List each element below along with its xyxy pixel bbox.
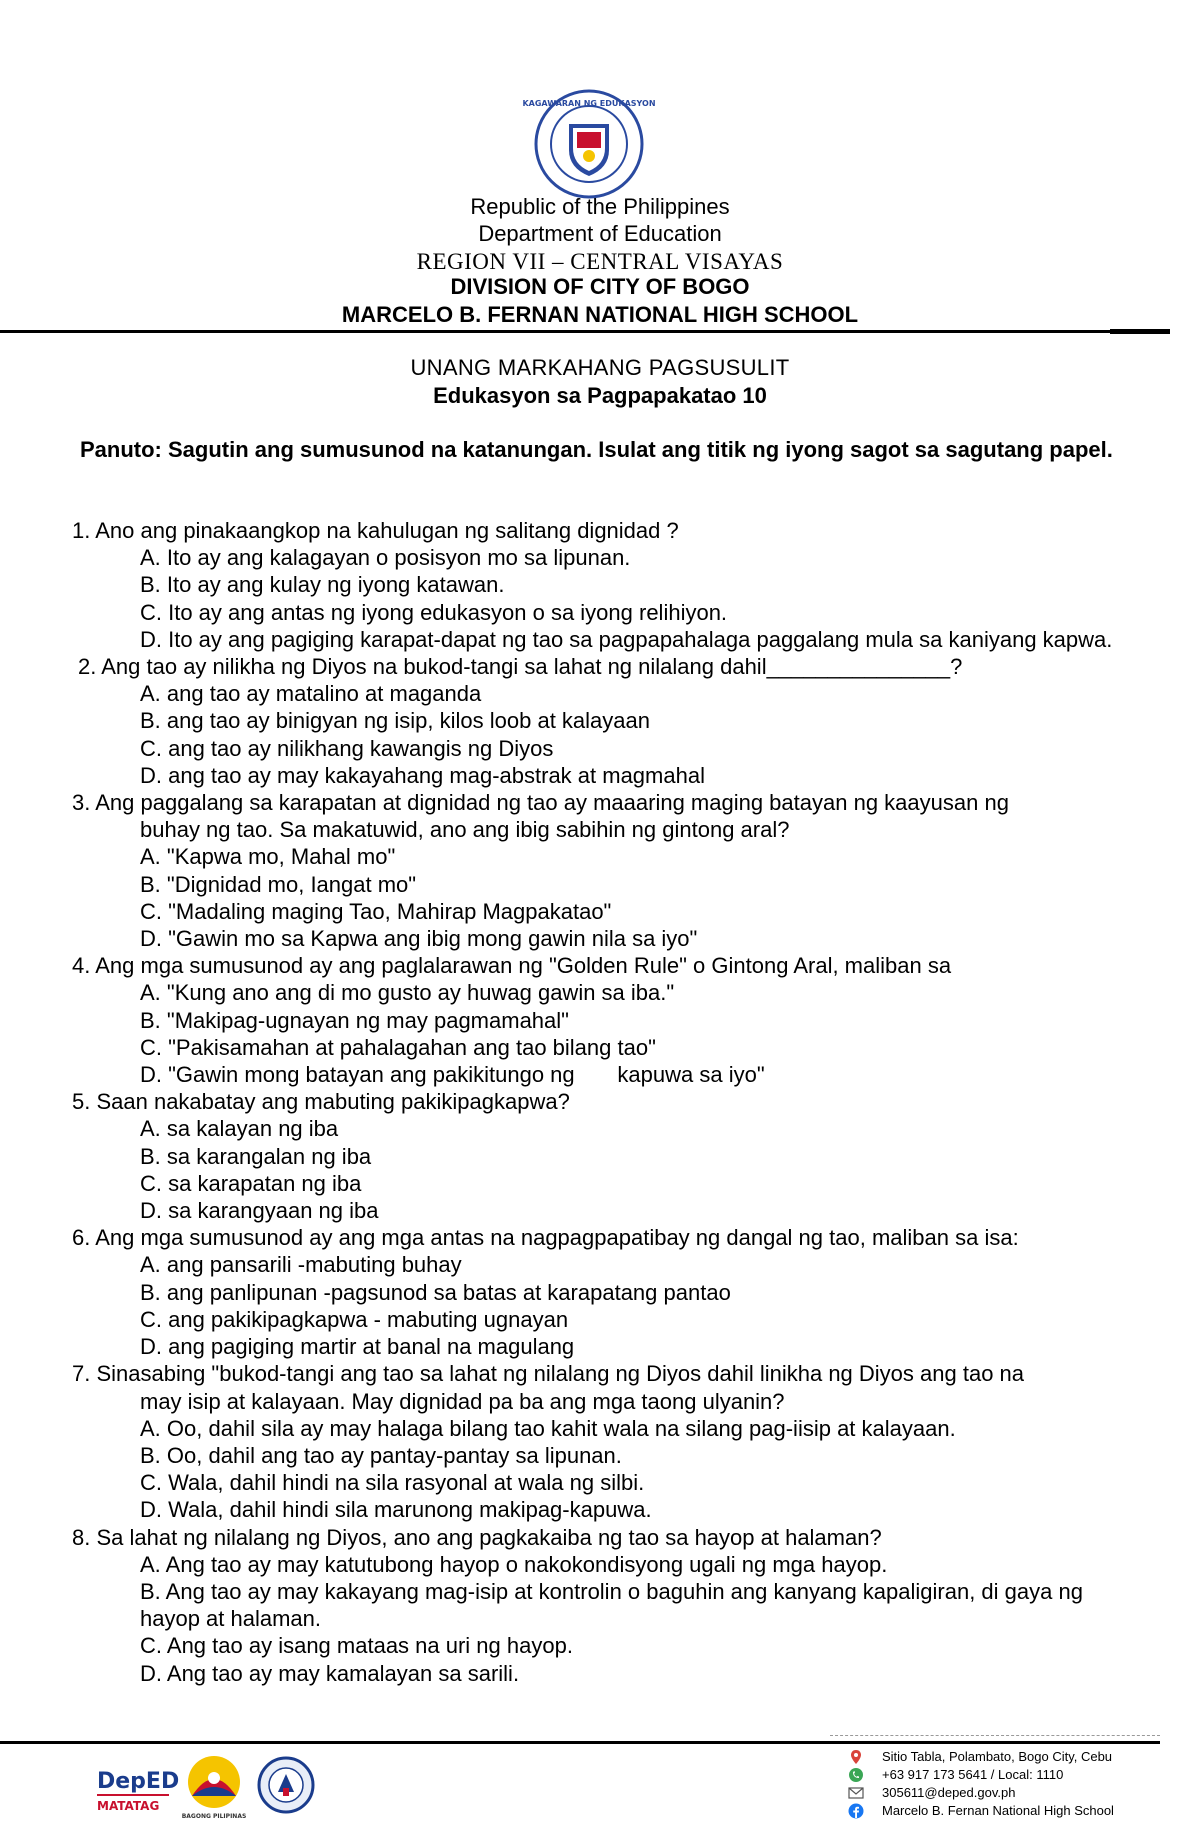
footer-divider: [0, 1741, 1160, 1744]
question-stem: 2. Ang tao ay nilikha ng Diyos na bukod-tangi sa lahat ng nilalang dahil_______________?: [78, 654, 963, 680]
option-d: D. sa karangyaan ng iba: [140, 1198, 379, 1224]
option-d: D. "Gawin mong batayan ang pakikitungo ng kapuwa sa iyo": [140, 1062, 765, 1088]
option-d: D. ang pagiging martir at banal na magulang: [140, 1334, 575, 1360]
footer-contact: [848, 1748, 1168, 1820]
header-region: REGION VII – CENTRAL VISAYAS: [416, 249, 784, 274]
option-a: A. ang pansarili -mabuting buhay: [140, 1252, 462, 1278]
option-b: B. "Dignidad mo, Iangat mo": [140, 871, 417, 897]
contact-address-text: Sitio Tabla, Polambato, Bogo City, Cebu: [882, 1749, 1113, 1764]
question-5: [72, 1088, 1132, 1224]
question-stem: [72, 1360, 1132, 1414]
header-divider: [0, 330, 1170, 333]
question-list: [72, 517, 1132, 1687]
question-stem: [72, 789, 1132, 843]
deped-seal-icon: [522, 88, 656, 200]
header-division: DIVISION OF CITY OF BOGO: [450, 274, 750, 299]
question-8: [72, 1524, 1132, 1687]
option-c: C. "Pakisamahan at pahalagahan ang tao bilang tao": [140, 1034, 656, 1060]
question-stem: 4. Ang mga sumusunod ay ang paglalarawan ng "Golden Rule" o Gintong Aral, maliban sa: [72, 953, 952, 979]
question-stem: 6. Ang mga sumusunod ay ang mga antas na nagpagpapatibay ng dangal ng tao, maliban sa isa:: [72, 1225, 1019, 1251]
option-d: D. ang tao ay may kakayahang mag-abstrak at magmahal: [140, 762, 705, 788]
contact-facebook: [848, 1802, 1168, 1820]
phone-icon: [848, 1767, 864, 1783]
exam-subject: Edukasyon sa Pagpapakatao 10: [433, 383, 767, 408]
bagong-pilipinas-text: BAGONG PILIPINAS: [181, 1813, 247, 1820]
option-c: C. Wala, dahil hindi na sila rasyonal at wala ng silbi.: [140, 1470, 645, 1496]
option-c: C. sa karapatan ng iba: [140, 1170, 362, 1196]
email-icon: [848, 1785, 864, 1801]
option-b: B. ang tao ay binigyan ng isip, kilos loob at kalayaan: [140, 708, 650, 734]
question-stem: 1. Ano ang pinakaangkop na kahulugan ng salitang dignidad ?: [72, 518, 679, 543]
question-4: [72, 952, 1132, 1088]
option-c: C. "Madaling maging Tao, Mahirap Magpakatao": [140, 898, 612, 924]
option-b: B. "Makipag-ugnayan ng may pagmamahal": [140, 1007, 569, 1033]
question-stem: 8. Sa lahat ng nilalang ng Diyos, ano ang pagkakaiba ng tao sa hayop at halaman?: [72, 1524, 882, 1550]
option-b: B. sa karangalan ng iba: [140, 1143, 372, 1169]
option-b: B. Ang tao ay may kakayang mag-isip at kontrolin o baguhin ang kanyang kapaligiran, di gaya ng hayop at halaman.: [140, 1578, 1083, 1632]
question-1: [72, 517, 1132, 653]
exam-instructions: Panuto: Sagutin ang sumusunod na katanungan. Isulat ang titik ng iyong sagot sa sagutang papel.: [80, 437, 1113, 462]
header-divider-accent: [1110, 329, 1170, 334]
deped-matatag-logo: [95, 1758, 180, 1818]
deped-logo-text: DepED: [97, 1769, 180, 1794]
school-seal-icon: [256, 1752, 316, 1818]
option-c: C. Ang tao ay isang mataas na uri ng hayop.: [140, 1633, 573, 1659]
header-school: MARCELO B. FERNAN NATIONAL HIGH SCHOOL: [341, 302, 859, 327]
option-b: B. Ito ay ang kulay ng iyong katawan.: [140, 572, 505, 598]
option-c: C. ang tao ay nilikhang kawangis ng Diyos: [140, 735, 554, 761]
question-stem-line: 3. Ang paggalang sa karapatan at dignidad ng tao ay maaaring maging batayan ng kaayusan ng: [72, 790, 1009, 816]
contact-facebook-link[interactable]: Marcelo B. Fernan National High School: [882, 1803, 1114, 1818]
question-stem: 5. Saan nakabatay ang mabuting pakikipagkapwa?: [72, 1089, 570, 1115]
option-d: D. "Gawin mo sa Kapwa ang ibig mong gawin nila sa iyo": [140, 926, 698, 952]
option-d: D. Ang tao ay may kamalayan sa sarili.: [140, 1660, 520, 1686]
location-pin-icon: [848, 1749, 864, 1765]
question-6: [72, 1224, 1132, 1360]
option-b: B. ang panlipunan -pagsunod sa batas at karapatang pantao: [140, 1279, 731, 1305]
option-d: D. Ito ay ang pagiging karapat-dapat ng tao sa pagpapahalaga paggalang mula sa kaniyang kapwa.: [140, 626, 1113, 652]
contact-phone-text: +63 917 173 5641 / Local: 1110: [882, 1767, 1064, 1782]
option-a: A. sa kalayan ng iba: [140, 1116, 339, 1142]
contact-email: [848, 1784, 1168, 1802]
footer-dotted-line: [830, 1735, 1160, 1736]
option-a: A. Ito ay ang kalagayan o posisyon mo sa lipunan.: [140, 545, 631, 571]
option-a: A. Oo, dahil sila ay may halaga bilang tao kahit wala na silang pag-iisip at kalayaan.: [140, 1415, 956, 1441]
bagong-pilipinas-logo: [176, 1752, 252, 1822]
question-stem-continuation: may isip at kalayaan. May dignidad pa ba ang mga taong ulyanin?: [140, 1388, 785, 1414]
contact-address: [848, 1748, 1168, 1766]
option-a: A. "Kung ano ang di mo gusto ay huwag gawin sa iba.": [140, 980, 675, 1006]
header-republic: Republic of the Philippines: [470, 194, 730, 219]
option-c: C. Ito ay ang antas ng iyong edukasyon o sa iyong relihiyon.: [140, 599, 728, 625]
question-stem-line: 7. Sinasabing "bukod-tangi ang tao sa lahat ng nilalang ng Diyos dahil linikha ng Diyos ang tao na: [72, 1361, 1025, 1387]
contact-phone: [848, 1766, 1168, 1784]
exam-title: UNANG MARKAHANG PAGSUSULIT: [410, 355, 790, 380]
svg-text:KAGAWARAN NG EDUKASYON: KAGAWARAN NG EDUKASYON: [522, 99, 656, 108]
question-3: [72, 789, 1132, 952]
matatag-logo-text: MATATAG: [97, 1799, 160, 1813]
header-department: Department of Education: [478, 221, 722, 246]
option-a: A. "Kapwa mo, Mahal mo": [140, 844, 396, 870]
option-d: D. Wala, dahil hindi sila marunong makipag-kapuwa.: [140, 1497, 652, 1523]
option-a: A. ang tao ay matalino at maganda: [140, 681, 482, 707]
option-a: A. Ang tao ay may katutubong hayop o nakokondisyong ugali ng mga hayop.: [140, 1551, 888, 1577]
question-7: [72, 1360, 1132, 1523]
option-b: B. Oo, dahil ang tao ay pantay-pantay sa lipunan.: [140, 1442, 622, 1468]
facebook-icon: [848, 1803, 864, 1819]
contact-email-link[interactable]: 305611@deped.gov.ph: [882, 1785, 1016, 1800]
option-c: C. ang pakikipagkapwa - mabuting ugnayan: [140, 1306, 569, 1332]
question-2: [72, 653, 1132, 789]
question-stem-continuation: buhay ng tao. Sa makatuwid, ano ang ibig sabihin ng gintong aral?: [140, 817, 790, 843]
